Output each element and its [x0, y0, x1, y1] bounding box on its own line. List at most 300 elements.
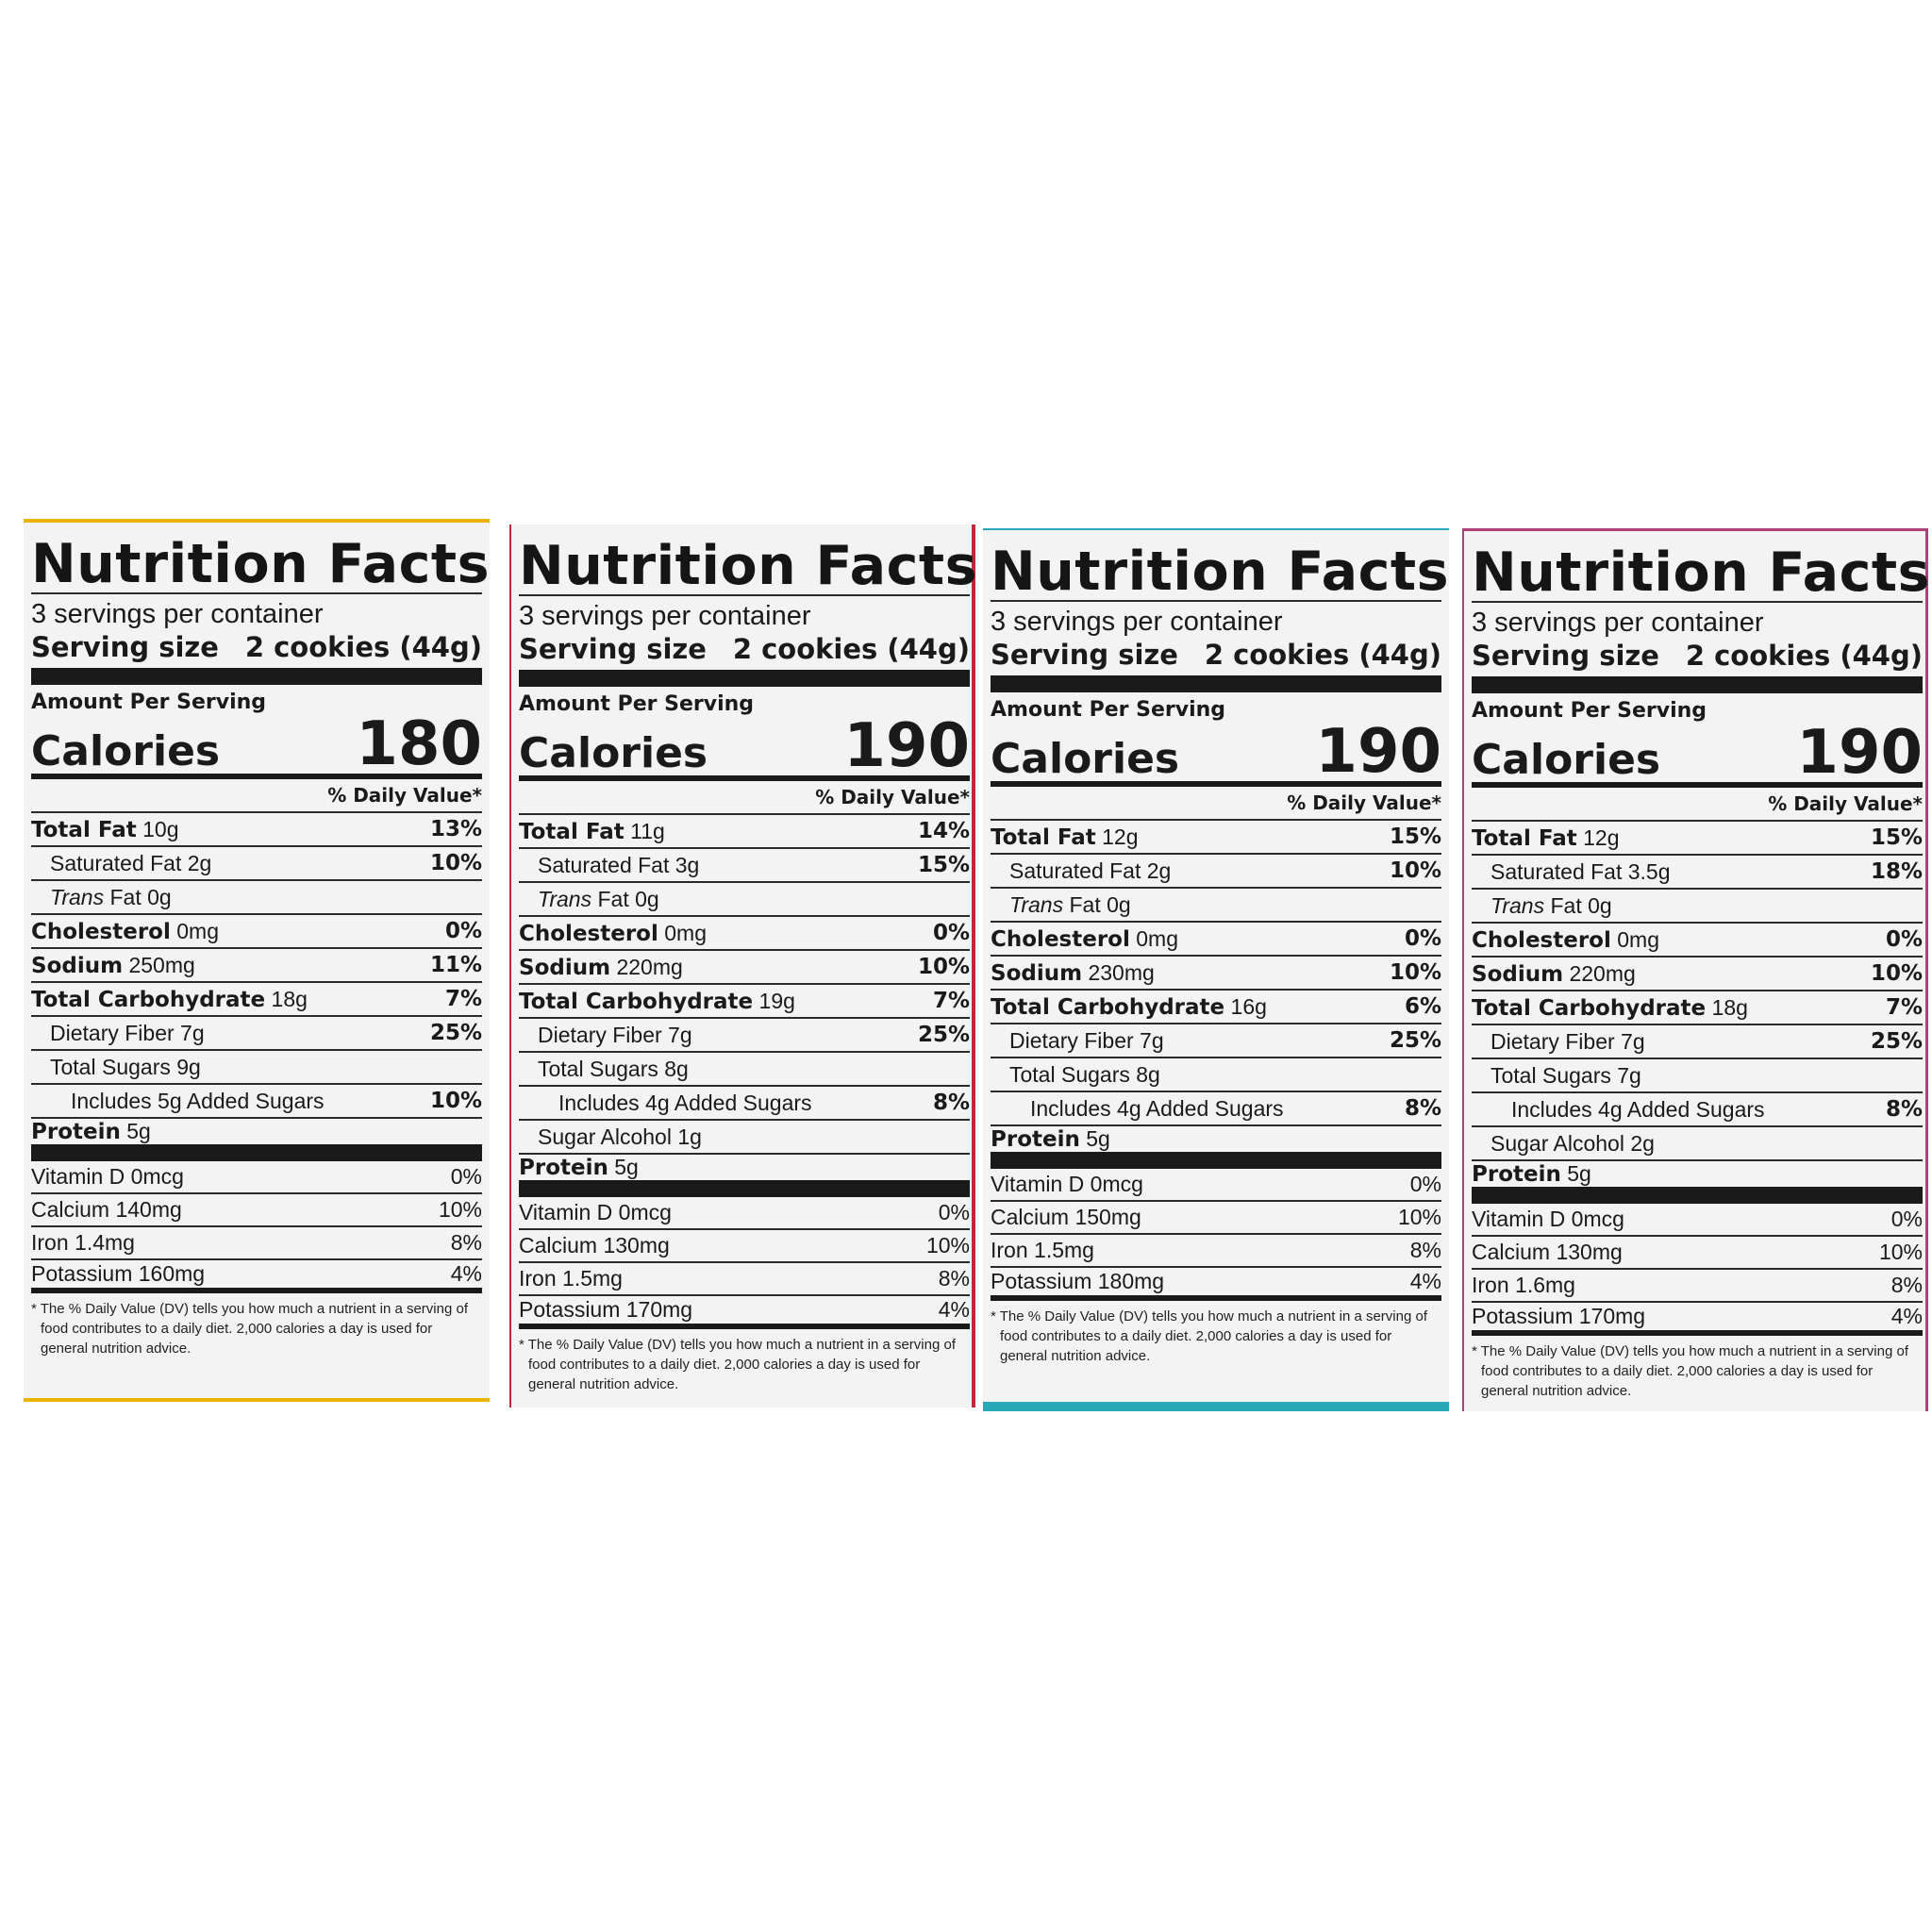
calories-value: 190	[1796, 718, 1923, 788]
nutrient-amount: 0g	[635, 886, 659, 911]
nutrient-daily-value: 7%	[444, 987, 482, 1011]
nutrient-name-italic: Trans	[1009, 891, 1064, 917]
nutrient-label	[991, 994, 1267, 1020]
calories-label: Calories	[519, 729, 708, 777]
nutrient-daily-value: 8%	[932, 1091, 970, 1115]
nutrient-amount: 9g	[176, 1054, 201, 1079]
amount-per-serving: Amount Per Serving	[519, 692, 755, 716]
nutrient-label	[519, 955, 683, 980]
nutrient-amount: 0mg	[176, 918, 219, 943]
label-title: Nutrition Facts	[1472, 541, 1931, 604]
nutrition-label-panel	[24, 519, 490, 1402]
nutrient-name: Cholesterol	[519, 921, 658, 946]
nutrient-name: Dietary Fiber	[538, 1022, 662, 1047]
thick-divider	[519, 670, 970, 687]
nutrient-row	[519, 1153, 970, 1197]
nutrient-daily-value: 0%	[1885, 927, 1923, 952]
nutrient-daily-value: 15%	[917, 853, 970, 877]
calories-row	[991, 717, 1441, 787]
vitamin-name: Vitamin D 0mcg	[31, 1164, 184, 1189]
vitamin-name: Iron 1.6mg	[1472, 1273, 1575, 1297]
nutrient-amount: 12g	[1102, 824, 1139, 849]
nutrient-label	[519, 921, 707, 946]
nutrient-row	[31, 947, 482, 981]
nutrient-row	[31, 879, 482, 913]
nutrient-row	[519, 983, 970, 1017]
nutrition-label-panel	[983, 528, 1449, 1411]
nutrient-row	[31, 913, 482, 947]
serving-size-value: 2 cookies (44g)	[732, 633, 970, 665]
nutrient-daily-value: 25%	[1389, 1028, 1441, 1053]
nutrient-name: Protein	[519, 1156, 608, 1180]
nutrient-name: Sugar Alcohol	[538, 1124, 672, 1149]
nutrient-label	[519, 989, 795, 1014]
nutrient-amount: 5g	[126, 1119, 151, 1143]
nutrient-daily-value: 0%	[1404, 926, 1441, 951]
nutrient-row	[991, 1091, 1441, 1124]
calories-label: Calories	[991, 735, 1180, 783]
thick-divider	[991, 675, 1441, 692]
nutrient-name: Fat	[1069, 891, 1101, 917]
nutrient-name: Total Carbohydrate	[31, 987, 266, 1012]
nutrient-label	[50, 1055, 201, 1080]
vitamin-row	[1472, 1303, 1923, 1336]
nutrient-daily-value: 10%	[917, 955, 970, 979]
label-content	[991, 541, 1450, 1366]
serving-size-value: 2 cookies (44g)	[1204, 639, 1441, 671]
nutrient-daily-value: 25%	[429, 1021, 482, 1045]
nutrient-amount: 11g	[630, 818, 665, 843]
vitamin-name: Vitamin D 0mcg	[1472, 1207, 1624, 1231]
nutrient-name: Sugar Alcohol	[1491, 1130, 1624, 1156]
nutrient-amount: 2g	[1630, 1130, 1655, 1156]
vitamin-name: Potassium 170mg	[1472, 1304, 1646, 1328]
nutrient-row	[519, 881, 970, 915]
vitamin-daily-value: 4%	[450, 1261, 482, 1286]
nutrient-amount: 12g	[1583, 824, 1620, 850]
nutrient-label	[1472, 927, 1659, 953]
nutrient-daily-value: 13%	[429, 817, 482, 841]
serving-size-row	[31, 630, 482, 668]
nutrient-daily-value: 7%	[1885, 995, 1923, 1020]
vitamin-name: Vitamin D 0mcg	[991, 1172, 1143, 1196]
vitamin-daily-value: 8%	[450, 1230, 482, 1255]
vitamin-daily-value: 0%	[450, 1164, 482, 1189]
daily-value-header: % Daily Value*	[1768, 792, 1923, 815]
vitamin-daily-value: 4%	[938, 1297, 970, 1322]
nutrient-label	[1511, 1097, 1765, 1123]
serving-size-row	[991, 638, 1441, 675]
nutrient-row	[991, 1124, 1441, 1169]
nutrient-label	[50, 885, 172, 910]
daily-value-footnote: * The % Daily Value (DV) tells you how much a nutrient in a serving of food contributes to a daily diet. 2,000 calories a day is used for general nutrition advice.	[519, 1337, 956, 1392]
servings-per-container: 3 servings per container	[519, 601, 811, 631]
label-content	[1472, 541, 1931, 1401]
nutrient-name: Sodium	[1472, 961, 1564, 987]
nutrient-amount: 230mg	[1088, 959, 1155, 985]
servings-per-container: 3 servings per container	[991, 607, 1283, 637]
nutrient-name: Dietary Fiber	[1009, 1027, 1134, 1053]
nutrient-row	[991, 989, 1441, 1023]
nutrient-label	[538, 1057, 689, 1082]
nutrient-label	[538, 1124, 702, 1150]
calories-row	[1472, 718, 1923, 788]
vitamin-name: Potassium 180mg	[991, 1269, 1165, 1293]
vitamin-row	[1472, 1237, 1923, 1270]
nutrient-amount: 0mg	[1136, 925, 1178, 951]
nutrient-row	[31, 1015, 482, 1049]
nutrient-label	[31, 1119, 151, 1144]
nutrient-amount: 7g	[1621, 1028, 1645, 1054]
nutrient-daily-value: 10%	[429, 1089, 482, 1113]
nutrient-name: Protein	[991, 1127, 1080, 1152]
nutrient-name: Total Fat	[991, 824, 1096, 850]
nutrient-label	[538, 887, 659, 912]
calories-value: 190	[1315, 717, 1441, 787]
nutrient-name: Total Sugars	[1009, 1061, 1130, 1087]
nutrient-label	[31, 987, 308, 1012]
nutrient-name-italic: Trans	[50, 884, 105, 909]
label-content	[519, 535, 978, 1394]
nutrient-name: Cholesterol	[1472, 927, 1611, 953]
vitamin-name: Iron 1.4mg	[31, 1230, 135, 1255]
serving-size-value: 2 cookies (44g)	[244, 631, 482, 663]
serving-size-label: Serving size	[991, 639, 1178, 671]
nutrient-row	[1472, 888, 1923, 922]
nutrient-name: Sodium	[991, 960, 1083, 986]
nutrient-row	[991, 819, 1441, 853]
nutrient-amount: 0mg	[1617, 926, 1659, 952]
nutrient-amount: 2g	[1146, 858, 1172, 883]
nutrient-amount: 8g	[664, 1056, 689, 1081]
nutrient-row	[1472, 1091, 1923, 1125]
nutrient-daily-value: 10%	[1389, 858, 1441, 883]
nutrient-name: Protein	[1472, 1162, 1561, 1187]
nutrient-name: Sodium	[31, 953, 124, 978]
nutrient-name: Includes 4g Added Sugars	[1030, 1095, 1284, 1121]
nutrient-amount: 220mg	[616, 954, 683, 979]
nutrient-row	[31, 1049, 482, 1083]
nutrition-label-panel	[509, 525, 978, 1407]
nutrient-daily-value: 10%	[1389, 960, 1441, 985]
nutrient-amount: 18g	[271, 986, 308, 1011]
nutrient-name: Total Sugars	[50, 1054, 171, 1079]
vitamin-daily-value: 8%	[1890, 1273, 1923, 1297]
nutrient-label	[1009, 1028, 1164, 1054]
vitamin-name: Calcium 130mg	[519, 1233, 670, 1257]
vitamin-row	[31, 1260, 482, 1293]
nutrient-label	[991, 824, 1139, 850]
nutrient-name-italic: Trans	[1491, 892, 1545, 918]
nutrient-label	[1491, 1029, 1645, 1055]
nutrient-daily-value: 7%	[932, 989, 970, 1013]
nutrient-row	[1472, 820, 1923, 854]
nutrient-daily-value: 15%	[1870, 825, 1923, 850]
nutrient-label	[558, 1091, 812, 1116]
nutrient-label	[31, 817, 179, 842]
nutrient-name: Saturated Fat	[50, 850, 182, 875]
vitamin-name: Potassium 160mg	[31, 1261, 206, 1286]
nutrient-daily-value: 0%	[444, 919, 482, 943]
nutrient-row	[991, 887, 1441, 921]
nutrient-daily-value: 15%	[1389, 824, 1441, 849]
vitamin-row	[991, 1202, 1441, 1235]
nutrient-row	[1472, 1024, 1923, 1058]
nutrient-row	[519, 1051, 970, 1085]
vitamin-row	[31, 1194, 482, 1227]
nutrient-amount: 7g	[180, 1020, 205, 1045]
calories-row	[519, 711, 970, 781]
servings-per-container: 3 servings per container	[31, 599, 324, 629]
serving-size-label: Serving size	[31, 631, 219, 663]
daily-value-footnote: * The % Daily Value (DV) tells you how much a nutrient in a serving of food contributes to a daily diet. 2,000 calories a day is used for general nutrition advice.	[31, 1301, 468, 1357]
serving-size-value: 2 cookies (44g)	[1685, 640, 1923, 672]
nutrient-amount: 7g	[1140, 1027, 1164, 1053]
nutrient-amount: 19g	[758, 988, 795, 1013]
amount-per-serving: Amount Per Serving	[31, 691, 267, 714]
vitamin-row	[31, 1161, 482, 1194]
nutrient-daily-value: 25%	[917, 1023, 970, 1047]
vitamin-row	[519, 1296, 970, 1329]
nutrient-row	[991, 1023, 1441, 1057]
nutrient-label	[538, 853, 699, 878]
nutrient-name: Total Sugars	[538, 1056, 658, 1081]
nutrient-name: Total Carbohydrate	[519, 989, 754, 1014]
serving-size-row	[519, 632, 970, 670]
nutrient-row	[991, 921, 1441, 955]
vitamin-name: Calcium 140mg	[31, 1197, 182, 1222]
nutrient-label	[1472, 1161, 1591, 1187]
nutrient-amount: 0g	[1107, 891, 1131, 917]
nutrient-row	[991, 1057, 1441, 1091]
label-title: Nutrition Facts	[519, 535, 978, 597]
nutrient-row	[519, 1017, 970, 1051]
vitamin-row	[991, 1169, 1441, 1202]
nutrient-row	[519, 813, 970, 847]
nutrient-row	[31, 1117, 482, 1161]
vitamin-daily-value: 10%	[1397, 1205, 1441, 1229]
nutrient-daily-value: 11%	[429, 953, 482, 977]
nutrient-row	[1472, 990, 1923, 1024]
label-content	[31, 533, 491, 1358]
nutrition-label-panel	[1462, 528, 1931, 1411]
nutrient-amount: 18g	[1711, 994, 1748, 1020]
nutrient-label	[519, 1155, 639, 1180]
nutrient-label	[991, 1126, 1110, 1152]
nutrient-daily-value: 25%	[1870, 1029, 1923, 1054]
vitamin-daily-value: 0%	[1409, 1172, 1441, 1196]
nutrient-label	[1009, 858, 1171, 884]
nutrient-label	[1030, 1096, 1284, 1122]
vitamin-row	[31, 1227, 482, 1260]
calories-value: 180	[356, 709, 482, 779]
nutrient-name: Cholesterol	[991, 926, 1130, 952]
nutrient-name: Includes 5g Added Sugars	[71, 1088, 325, 1113]
calories-label: Calories	[1472, 736, 1661, 784]
vitamin-row	[991, 1235, 1441, 1268]
calories-row	[31, 709, 482, 779]
nutrient-daily-value: 10%	[1870, 961, 1923, 986]
nutrient-row	[991, 955, 1441, 989]
nutrient-label	[991, 960, 1155, 986]
nutrient-amount: 8g	[1136, 1061, 1160, 1087]
nutrient-name: Total Carbohydrate	[991, 994, 1225, 1020]
vitamin-daily-value: 0%	[1890, 1207, 1923, 1231]
nutrient-amount: 0mg	[664, 920, 707, 945]
nutrient-label	[1491, 1063, 1641, 1089]
nutrient-row	[519, 1085, 970, 1119]
nutrient-name: Total Fat	[31, 817, 137, 842]
nutrient-daily-value: 8%	[1885, 1097, 1923, 1122]
vitamin-row	[1472, 1204, 1923, 1237]
nutrient-amount: 7g	[1617, 1062, 1641, 1088]
nutrient-name: Sodium	[519, 955, 611, 980]
nutrient-name: Includes 4g Added Sugars	[558, 1090, 812, 1115]
nutrient-name: Saturated Fat	[1009, 858, 1141, 883]
nutrient-label	[519, 819, 665, 844]
nutrient-row	[31, 845, 482, 879]
nutrient-amount: 10g	[142, 816, 179, 841]
calories-label: Calories	[31, 727, 221, 775]
nutrient-label	[50, 851, 211, 876]
vitamin-daily-value: 0%	[938, 1200, 970, 1224]
nutrient-label	[1491, 893, 1612, 919]
nutrient-amount: 2g	[187, 850, 212, 875]
vitamin-row	[519, 1263, 970, 1296]
daily-value-footnote: * The % Daily Value (DV) tells you how much a nutrient in a serving of food contributes to a daily diet. 2,000 calories a day is used for general nutrition advice.	[991, 1308, 1427, 1364]
nutrient-amount: 16g	[1230, 993, 1267, 1019]
nutrient-name: Saturated Fat	[538, 852, 670, 877]
nutrient-name: Dietary Fiber	[1491, 1028, 1615, 1054]
nutrient-row	[1472, 1125, 1923, 1159]
nutrient-label	[50, 1021, 205, 1046]
nutrient-label	[31, 953, 195, 978]
nutrient-name: Cholesterol	[31, 919, 171, 944]
nutrient-label	[71, 1089, 325, 1114]
nutrient-row	[1472, 1159, 1923, 1204]
nutrient-label	[1009, 892, 1131, 918]
amount-per-serving: Amount Per Serving	[1472, 699, 1707, 723]
nutrient-name: Includes 4g Added Sugars	[1511, 1096, 1765, 1122]
nutrient-daily-value: 18%	[1870, 859, 1923, 884]
serving-size-label: Serving size	[1472, 640, 1659, 672]
nutrient-row	[1472, 922, 1923, 956]
nutrient-row	[519, 949, 970, 983]
nutrient-row	[1472, 956, 1923, 990]
daily-value-header: % Daily Value*	[327, 784, 482, 807]
nutrient-name: Saturated Fat	[1491, 858, 1623, 884]
nutrient-name: Fat	[109, 884, 142, 909]
nutrient-amount: 0g	[147, 884, 172, 909]
vitamin-daily-value: 10%	[925, 1233, 970, 1257]
nutrient-row	[31, 981, 482, 1015]
amount-per-serving: Amount Per Serving	[991, 698, 1226, 722]
daily-value-footnote: * The % Daily Value (DV) tells you how much a nutrient in a serving of food contributes to a daily diet. 2,000 calories a day is used for general nutrition advice.	[1472, 1343, 1908, 1399]
nutrient-row	[519, 847, 970, 881]
thick-divider	[1472, 676, 1923, 693]
vitamin-row	[519, 1197, 970, 1230]
serving-size-label: Serving size	[519, 633, 707, 665]
nutrient-row	[1472, 1058, 1923, 1091]
nutrient-label	[1472, 825, 1620, 851]
nutrient-row	[1472, 854, 1923, 888]
nutrient-amount: 3.5g	[1627, 858, 1671, 884]
vitamin-daily-value: 8%	[1409, 1238, 1441, 1262]
nutrient-label	[1491, 859, 1671, 885]
nutrient-name: Protein	[31, 1120, 121, 1144]
nutrient-label	[1472, 961, 1636, 987]
nutrient-amount: 7g	[668, 1022, 692, 1047]
nutrient-name: Total Sugars	[1491, 1062, 1611, 1088]
vitamin-name: Iron 1.5mg	[519, 1266, 623, 1291]
vitamin-daily-value: 4%	[1409, 1269, 1441, 1293]
nutrient-daily-value: 0%	[932, 921, 970, 945]
vitamin-row	[991, 1268, 1441, 1301]
vitamin-name: Calcium 130mg	[1472, 1240, 1623, 1264]
nutrient-name: Fat	[597, 886, 629, 911]
daily-value-header: % Daily Value*	[815, 786, 970, 808]
nutrient-name: Total Fat	[519, 819, 625, 844]
vitamin-row	[519, 1230, 970, 1263]
servings-per-container: 3 servings per container	[1472, 608, 1764, 638]
nutrient-name: Total Fat	[1472, 825, 1577, 851]
thick-divider	[31, 668, 482, 685]
nutrient-label	[991, 926, 1178, 952]
nutrient-row	[519, 1119, 970, 1153]
nutrient-row	[31, 1083, 482, 1117]
nutrient-row	[991, 853, 1441, 887]
nutrient-amount: 0g	[1588, 892, 1612, 918]
vitamin-row	[1472, 1270, 1923, 1303]
vitamin-name: Potassium 170mg	[519, 1297, 693, 1322]
nutrient-name: Dietary Fiber	[50, 1020, 175, 1045]
vitamin-name: Iron 1.5mg	[991, 1238, 1094, 1262]
vitamin-daily-value: 10%	[1878, 1240, 1923, 1264]
vitamin-name: Calcium 150mg	[991, 1205, 1141, 1229]
label-title: Nutrition Facts	[31, 533, 491, 595]
nutrient-amount: 5g	[614, 1155, 639, 1179]
vitamin-daily-value: 8%	[938, 1266, 970, 1291]
nutrient-name: Fat	[1550, 892, 1582, 918]
vitamin-daily-value: 10%	[438, 1197, 482, 1222]
nutrient-amount: 220mg	[1569, 960, 1636, 986]
nutrient-daily-value: 6%	[1404, 994, 1441, 1019]
nutrient-name: Total Carbohydrate	[1472, 995, 1707, 1021]
nutrient-amount: 3g	[675, 852, 700, 877]
nutrient-name-italic: Trans	[538, 886, 592, 911]
label-title: Nutrition Facts	[991, 541, 1450, 603]
nutrient-daily-value: 14%	[917, 819, 970, 843]
nutrient-label	[1009, 1062, 1160, 1088]
calories-value: 190	[843, 711, 970, 781]
nutrient-amount: 250mg	[128, 952, 195, 977]
nutrient-amount: 5g	[1086, 1126, 1110, 1151]
nutrient-label	[31, 919, 219, 944]
vitamin-name: Vitamin D 0mcg	[519, 1200, 672, 1224]
nutrient-label	[1491, 1131, 1655, 1157]
serving-size-row	[1472, 639, 1923, 676]
nutrient-row	[31, 811, 482, 845]
vitamin-daily-value: 4%	[1890, 1304, 1923, 1328]
nutrient-amount: 5g	[1567, 1161, 1591, 1186]
nutrient-label	[538, 1023, 692, 1048]
daily-value-header: % Daily Value*	[1287, 791, 1441, 814]
nutrient-daily-value: 8%	[1404, 1096, 1441, 1121]
nutrient-label	[1472, 995, 1748, 1021]
nutrient-daily-value: 10%	[429, 851, 482, 875]
nutrient-amount: 1g	[677, 1124, 702, 1149]
nutrient-row	[519, 915, 970, 949]
